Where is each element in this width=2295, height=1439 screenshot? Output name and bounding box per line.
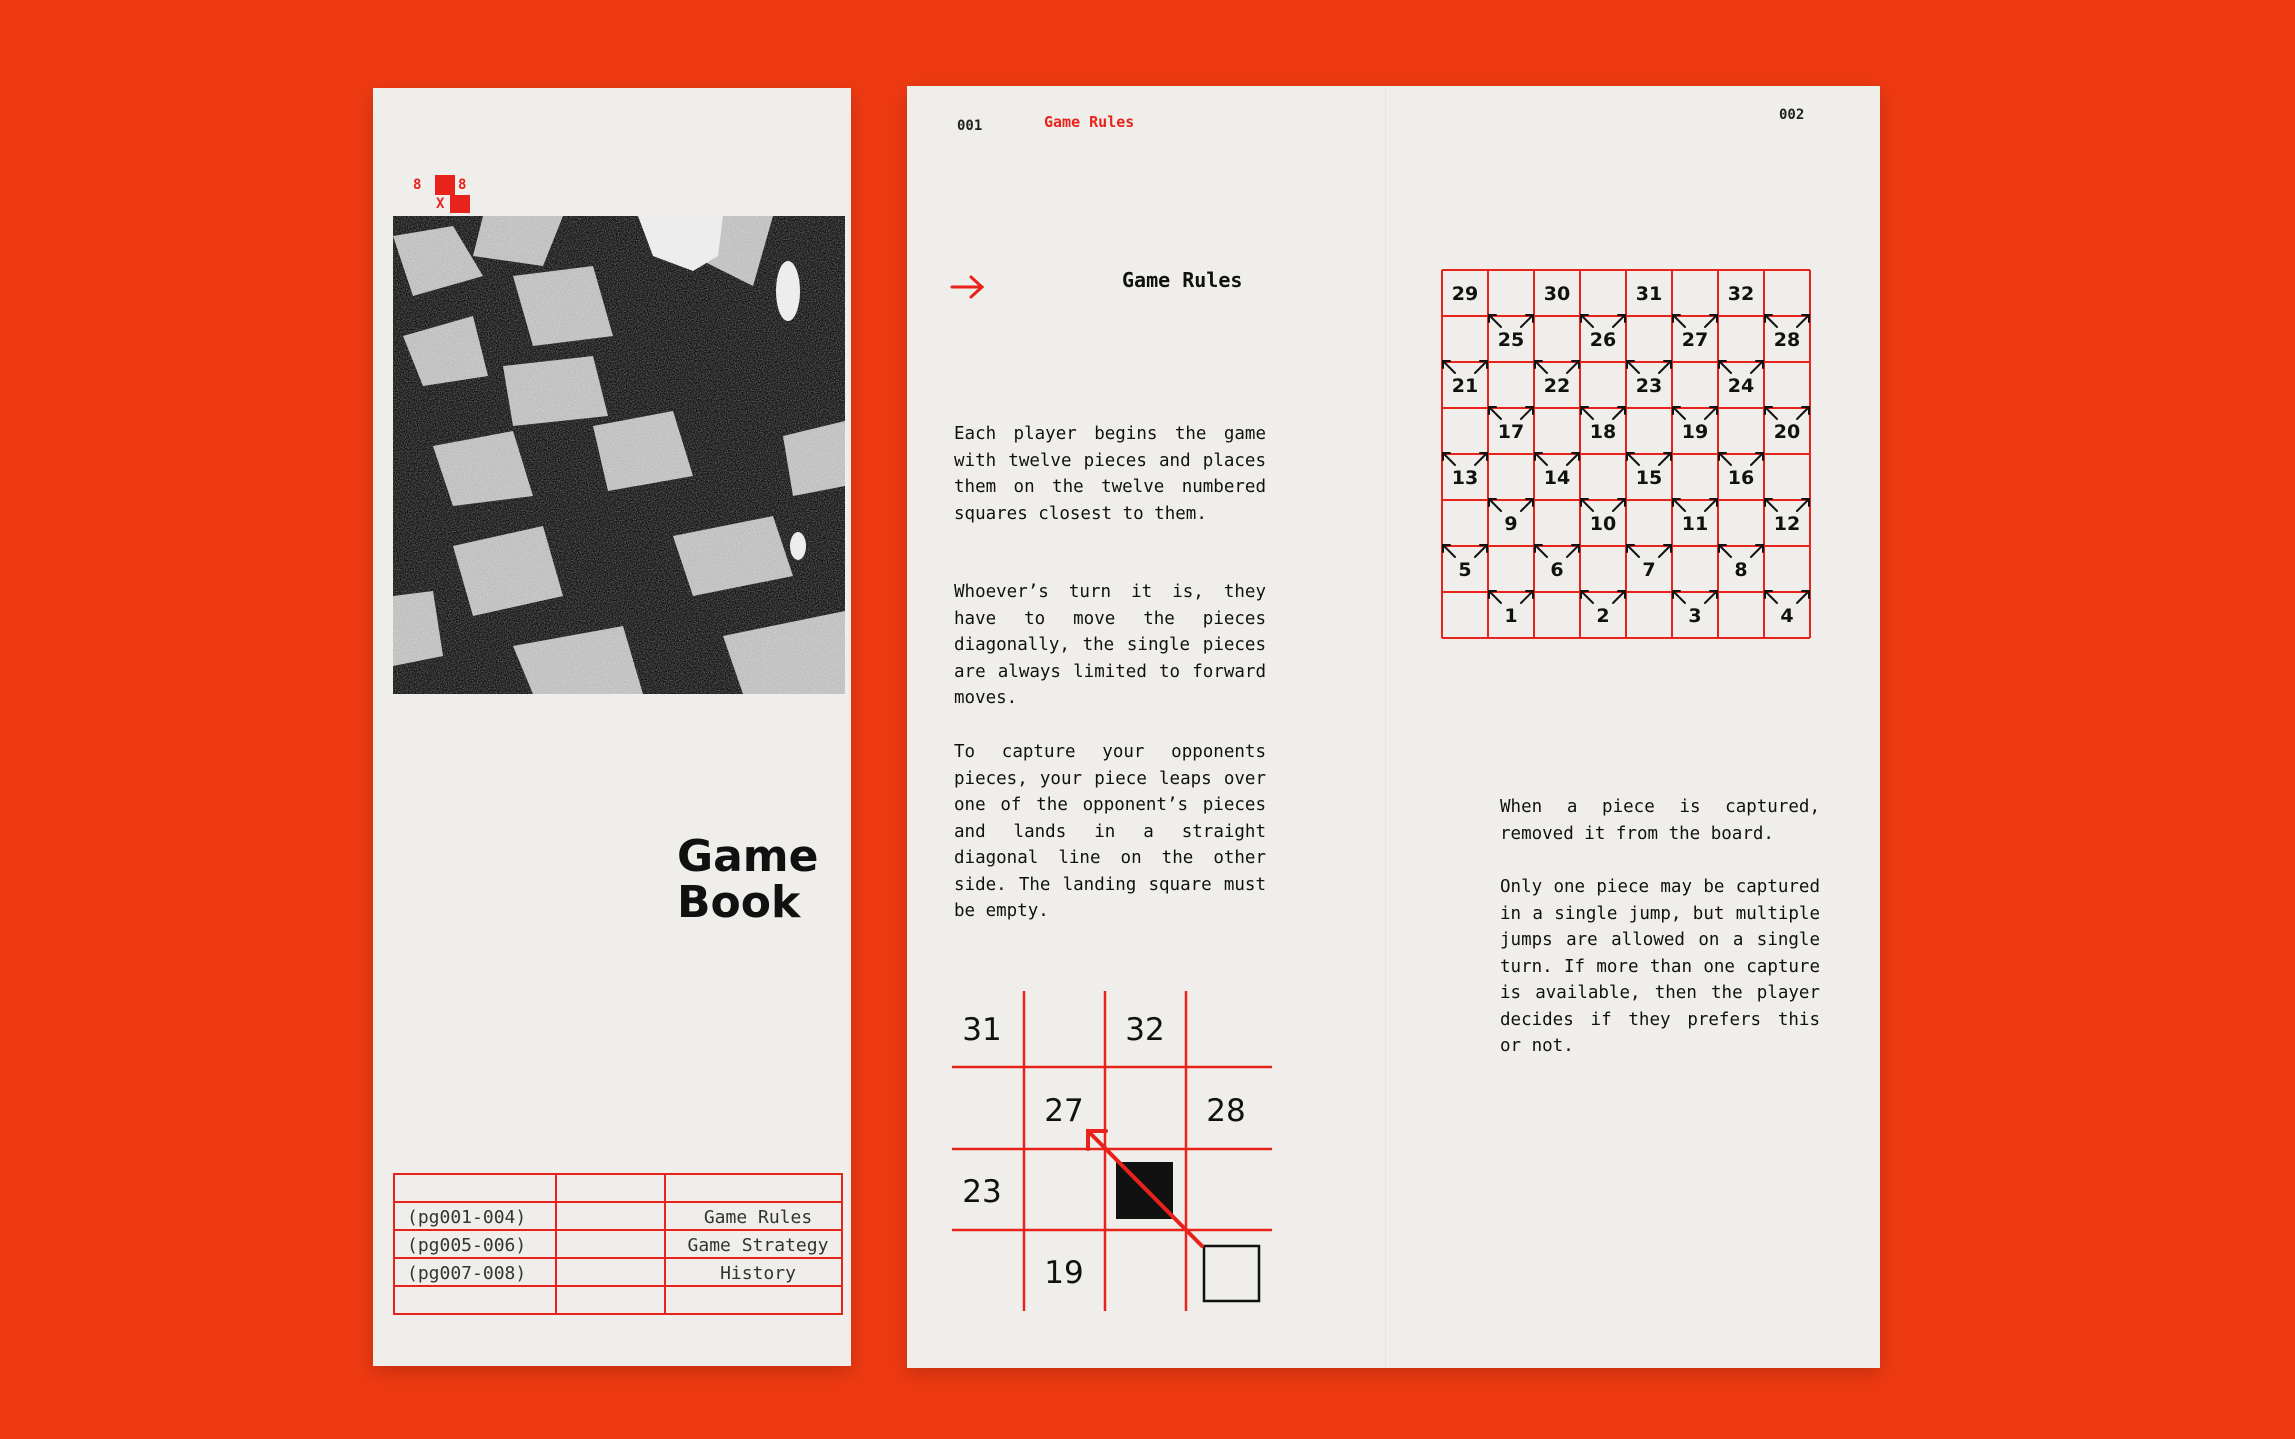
cover-title-line1: Game <box>677 831 819 882</box>
contents-pages: (pg007-008) <box>407 1262 527 1284</box>
board-square-number: 6 <box>1550 559 1564 581</box>
rule-paragraph: Each player begins the game with twelve pieces and places them on the twelve numbered squares closest to them. <box>954 424 1266 524</box>
board-square-number: 3 <box>1688 605 1702 627</box>
contents-pages: (pg001-004) <box>407 1206 527 1228</box>
board-square-number: 26 <box>1589 329 1617 351</box>
cover-panel <box>373 88 851 1366</box>
rules-spread <box>907 86 1880 1368</box>
contents-table <box>393 1173 843 1315</box>
contents-row[interactable] <box>393 1259 843 1287</box>
logo-mark: X <box>436 196 445 212</box>
board-square-number: 8 <box>1734 559 1748 581</box>
board-square-number: 10 <box>1589 513 1617 535</box>
board-square-number: 11 <box>1681 513 1709 535</box>
contents-title: Game Rules <box>703 1206 813 1228</box>
board-square-number: 20 <box>1773 421 1801 443</box>
rule-paragraph: Only one piece may be captured in a single jump, but multiple jumps are allowed on a single turn. If more than one capture is available, then the player decides if they prefers this or not. <box>1500 877 1820 1056</box>
board-square-number: 29 <box>1451 283 1479 305</box>
jump-square-label: 32 <box>1125 1012 1165 1048</box>
contents-title: History <box>720 1262 796 1284</box>
board-square-number: 2 <box>1596 605 1610 627</box>
board-square-number: 28 <box>1773 329 1801 351</box>
page-number-right: 002 <box>1779 107 1805 123</box>
board-square-number: 25 <box>1497 329 1525 351</box>
cover-title <box>677 831 819 928</box>
jump-square-label: 31 <box>962 1012 1002 1048</box>
contents-row[interactable] <box>393 1231 843 1259</box>
board-square-number: 18 <box>1589 421 1617 443</box>
rule-paragraph: When a piece is captured, removed it from the board. <box>1500 797 1820 844</box>
board-square-number: 9 <box>1504 513 1518 535</box>
logo-left-number: 8 <box>413 177 422 193</box>
board-square-number: 12 <box>1773 513 1801 535</box>
jump-diagram <box>952 991 1282 1316</box>
board-square-number: 13 <box>1451 467 1479 489</box>
board-square-number: 27 <box>1681 329 1709 351</box>
running-header: Game Rules <box>1044 113 1135 131</box>
cover-title-line2: Book <box>677 877 801 928</box>
board-square-number: 22 <box>1543 375 1571 397</box>
contents-pages: (pg005-006) <box>407 1234 527 1256</box>
board-square-number: 17 <box>1497 421 1525 443</box>
page-fold <box>1385 86 1387 1368</box>
board-square-number: 31 <box>1635 283 1663 305</box>
board-square-number: 15 <box>1635 467 1663 489</box>
cover-photo <box>393 216 845 694</box>
board-square-number: 7 <box>1642 559 1656 581</box>
jump-square-label: 23 <box>962 1174 1002 1210</box>
logo-right-number: 8 <box>458 177 467 193</box>
jump-square-label: 28 <box>1206 1093 1246 1129</box>
contents-title: Game Strategy <box>687 1234 829 1256</box>
board-square-number: 19 <box>1681 421 1709 443</box>
landing-square <box>1204 1246 1259 1301</box>
contents-row[interactable] <box>393 1203 843 1231</box>
rule-paragraph: Whoever’s turn it is, they have to move the pieces diagonally, the single pieces are always limited to forward moves. <box>954 582 1266 708</box>
arrow-right-icon <box>950 274 986 300</box>
board-square-number: 5 <box>1458 559 1472 581</box>
board-square-number: 4 <box>1780 605 1794 627</box>
section-heading: Game Rules <box>1122 268 1243 292</box>
board-square-number: 1 <box>1504 605 1518 627</box>
board-square-number: 23 <box>1635 375 1663 397</box>
rule-paragraph: To capture your opponents pieces, your piece leaps over one of the opponent’s pieces and lands in a straight diagonal line on the other side. The landing square must be empty. <box>954 742 1266 921</box>
numbered-board <box>1440 268 1814 640</box>
board-square-number: 21 <box>1451 375 1479 397</box>
page-number-left: 001 <box>957 118 983 134</box>
jump-square-label: 19 <box>1044 1255 1084 1291</box>
board-square-number: 32 <box>1727 283 1755 305</box>
board-square-number: 14 <box>1543 467 1571 489</box>
board-square-number: 30 <box>1543 283 1571 305</box>
jump-square-label: 27 <box>1044 1093 1084 1129</box>
board-square-number: 24 <box>1727 375 1755 397</box>
board-square-number: 16 <box>1727 467 1755 489</box>
